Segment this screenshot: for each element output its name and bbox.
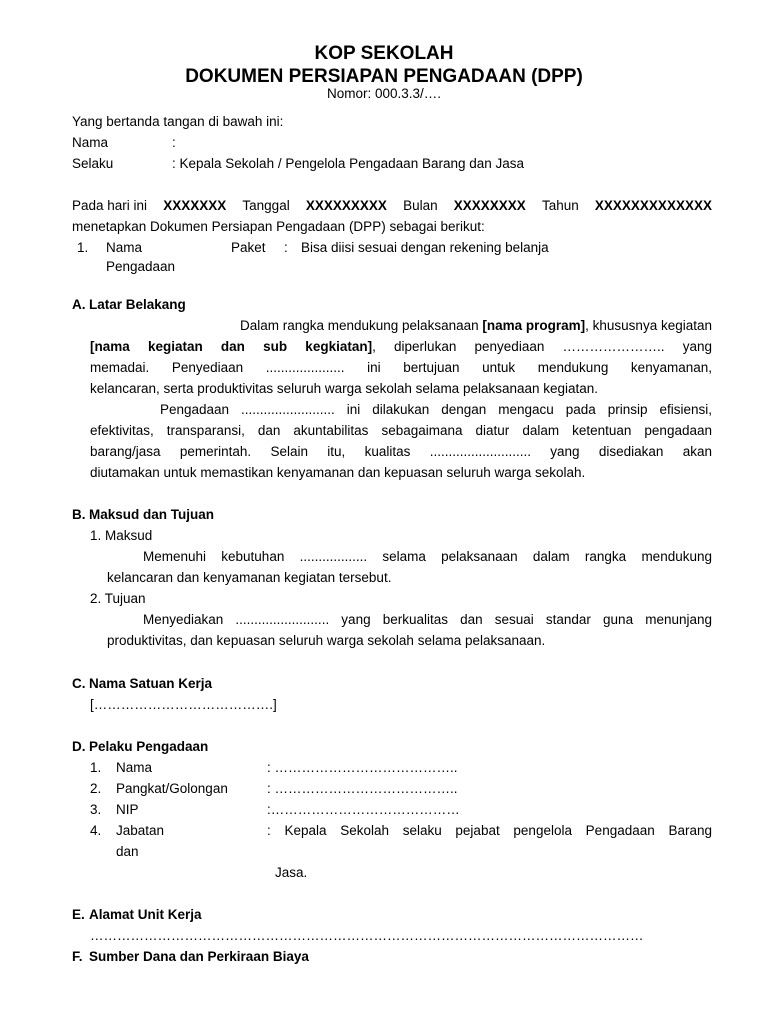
section-b-letter: B. (72, 507, 86, 522)
d-item-4-wrap: dan (116, 844, 139, 859)
tujuan-label: 2. Tujuan (90, 591, 146, 606)
school-letterhead-title: KOP SEKOLAH (314, 43, 454, 64)
section-a-heading: Latar Belakang (89, 297, 186, 312)
document-number: Nomor: 000.3.3/…. (326, 86, 442, 101)
date-line: Pada hari ini XXXXXXX Tanggal XXXXXXXXX Bulan XXXXXXXX Tahun XXXXXXXXXXXXX (72, 198, 712, 213)
document-title: DOKUMEN PERSIAPAN PENGADAAN (DPP) (185, 66, 583, 87)
nama-colon: : (172, 135, 176, 150)
section-a-p1-line1: Dalam rangka mendukung pelaksanaan [nama program], khususnya kegiatan (239, 318, 712, 333)
section-a-p1-line3: memadai. Penyediaan ..................... ini bertujuan untuk mendukung kenyamanan, (90, 360, 712, 375)
selaku-label: Selaku (72, 156, 114, 171)
section-c-heading: Nama Satuan Kerja (89, 676, 213, 691)
d-item-4-number: 4. (90, 823, 102, 838)
section-a-p2-line2: efektivitas, transparansi, dan akuntabilitas sebagaimana diatur dalam ketentuan pengadaan (90, 423, 712, 438)
section-f-letter: F. (72, 949, 83, 964)
section-e-heading: Alamat Unit Kerja (89, 907, 202, 922)
date-line-2: menetapkan Dokumen Persiapan Pengadaan (DPP) sebagai berikut: (72, 219, 485, 234)
d-item-4-wrap2: Jasa. (275, 865, 308, 880)
tujuan-line2: produktivitas, dan kepuasan seluruh warga sekolah selama pelaksanaan. (107, 633, 546, 648)
satuan-kerja-value: [………………………………….] (90, 697, 277, 712)
section-f-heading: Sumber Dana dan Perkiraan Biaya (89, 949, 309, 964)
item-1-colon: : (284, 240, 288, 255)
alamat-value: …………………………………………………………………………………………………………… (90, 928, 644, 943)
section-d-letter: D. (72, 739, 86, 754)
item-1-pengadaan: Pengadaan (106, 259, 176, 274)
nama-label: Nama (72, 135, 109, 150)
d-item-4-value: : Kepala Sekolah selaku pejabat pengelola Pengadaan Barang (267, 823, 712, 838)
d-item-2-label: Pangkat/Golongan (116, 781, 228, 796)
section-a-p2-line4: diutamakan untuk memastikan kenyamanan dan kepuasan seluruh warga sekolah. (90, 465, 586, 480)
maksud-line2: kelancaran dan kenyamanan kegiatan tersebut. (107, 570, 392, 585)
item-1-paket-label: Paket (231, 240, 266, 255)
section-c-letter: C. (72, 676, 86, 691)
d-item-3-label: NIP (116, 802, 139, 817)
d-item-2-value: : ………………………………….. (267, 781, 458, 796)
section-d-heading: Pelaku Pengadaan (89, 739, 209, 754)
d-item-3-number: 3. (90, 802, 102, 817)
d-item-4-label: Jabatan (116, 823, 165, 838)
d-item-1-number: 1. (90, 760, 102, 775)
d-item-2-number: 2. (90, 781, 102, 796)
maksud-line1: Memenuhi kebutuhan .................. selama pelaksanaan dalam rangka mendukung (143, 549, 712, 564)
d-item-3-value: :…………………………………… (267, 802, 460, 817)
section-a-p1-line4: kelancaran, serta produktivitas seluruh warga sekolah selama pelaksanaan kegiatan. (90, 381, 599, 396)
selaku-value: : Kepala Sekolah / Pengelola Pengadaan Barang dan Jasa (172, 156, 525, 171)
section-a-p2-line1: Pengadaan ......................... ini dilakukan dengan mengacu pada prinsip efisiensi, (160, 402, 712, 417)
d-item-1-value: : ………………………………….. (267, 760, 458, 775)
section-a-letter: A. (72, 297, 86, 312)
item-1-value: Bisa diisi sesuai dengan rekening belanja (301, 240, 549, 255)
item-1-nama: Nama (106, 240, 143, 255)
section-a-p2-line3: barang/jasa pemerintah. Selain itu, kualitas ........................... yang disediakan akan (90, 444, 712, 459)
section-a-p1-line2: [nama kegiatan dan sub kegkiatan], diperlukan penyediaan ………………….. yang (90, 339, 713, 354)
opening-line: Yang bertanda tangan di bawah ini: (72, 114, 284, 129)
d-item-1-label: Nama (116, 760, 153, 775)
maksud-label: 1. Maksud (90, 528, 153, 543)
section-b-heading: Maksud dan Tujuan (89, 507, 215, 522)
section-e-letter: E. (72, 907, 85, 922)
item-1-number: 1. (77, 240, 89, 255)
tujuan-line1: Menyediakan ......................... yang berkualitas dan sesuai standar guna menunjang (143, 612, 712, 627)
